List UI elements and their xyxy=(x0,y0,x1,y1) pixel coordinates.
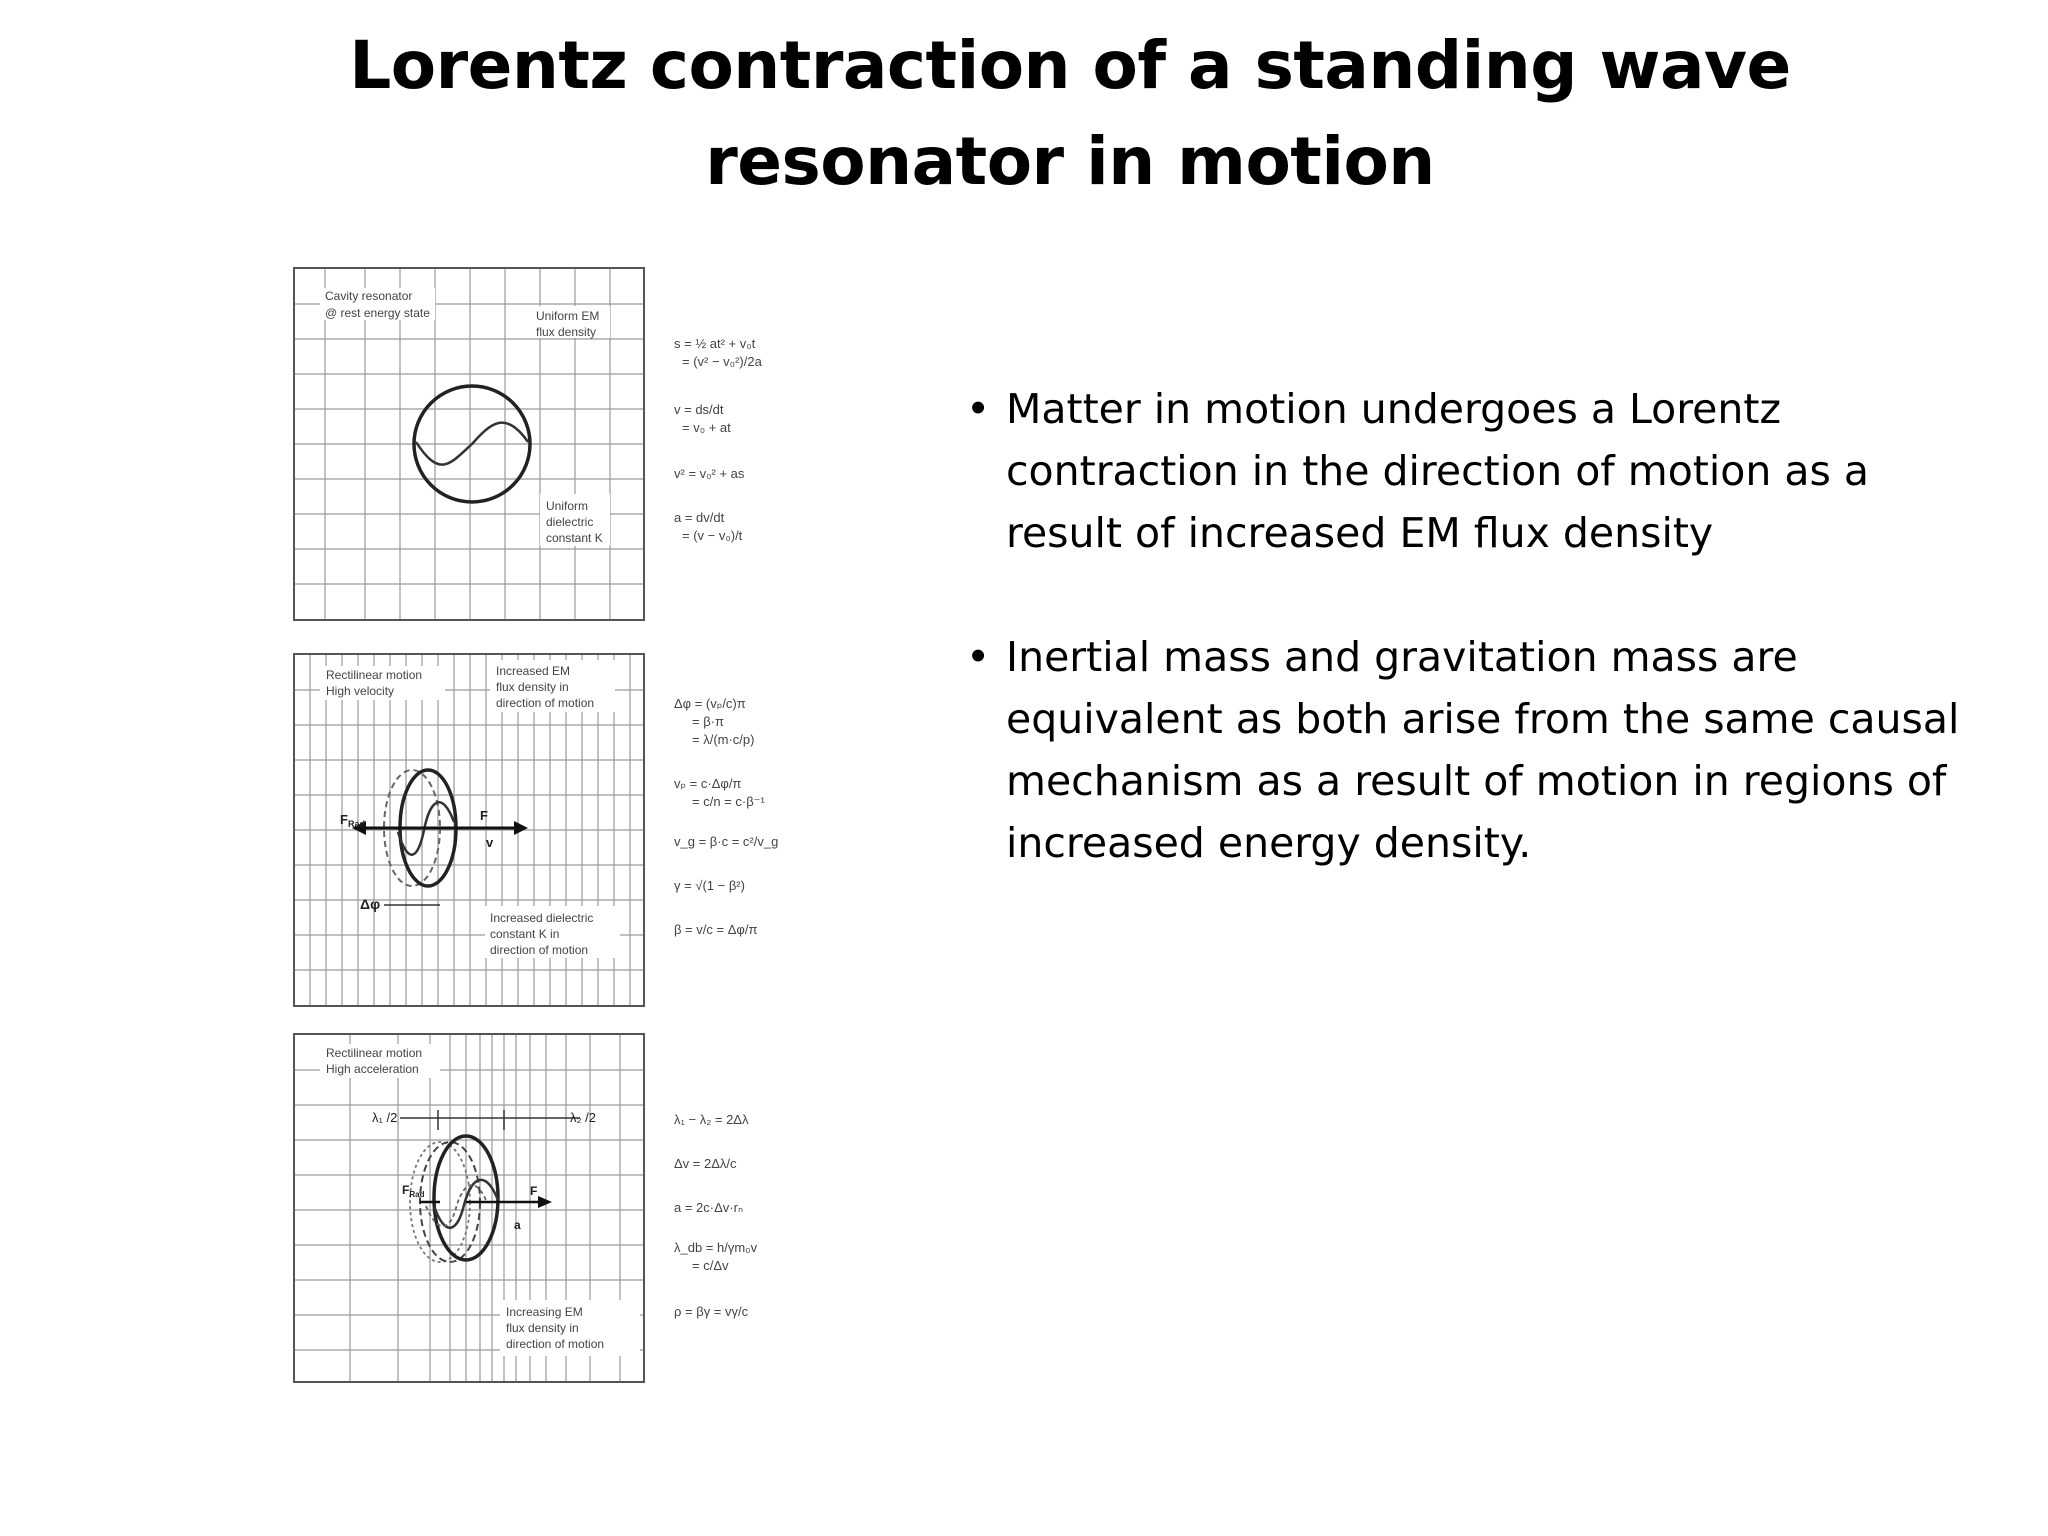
label-uniform-em: Uniform EM xyxy=(536,309,600,323)
svg-text:v² = v₀² + as: v² = v₀² + as xyxy=(674,466,745,481)
svg-text:= v₀ + at: = v₀ + at xyxy=(682,420,731,435)
svg-text:a = 2c·Δv·rₙ: a = 2c·Δv·rₙ xyxy=(674,1200,744,1215)
label-increased-em: Increased EM xyxy=(496,664,571,678)
svg-text:λ_db = h/γm₀v: λ_db = h/γm₀v xyxy=(674,1240,758,1255)
title-line-1: Lorentz contraction of a standing wave xyxy=(349,27,1791,104)
title-line-2: resonator in motion xyxy=(705,123,1435,200)
label-f: F xyxy=(530,1184,538,1198)
label-v: v xyxy=(486,835,494,850)
bullet-dot-icon: • xyxy=(966,385,991,433)
svg-text:γ = √(1 − β²): γ = √(1 − β²) xyxy=(674,878,745,893)
label-direction-of-motion: direction of motion xyxy=(496,696,595,710)
svg-text:vₚ = c·Δφ/π: vₚ = c·Δφ/π xyxy=(674,776,742,791)
label-delta-phi: Δφ xyxy=(360,896,381,912)
svg-text:v_g = β·c = c²/v_g: v_g = β·c = c²/v_g xyxy=(674,834,779,849)
label-a: a xyxy=(514,1218,521,1232)
equations-panel3 xyxy=(674,1112,758,1319)
svg-text:Δv = 2Δλ/c: Δv = 2Δλ/c xyxy=(674,1156,737,1171)
equations-panel2 xyxy=(674,696,778,937)
svg-text:Δφ = (vₚ/c)π: Δφ = (vₚ/c)π xyxy=(674,696,746,711)
label-f-rad: $F_{Rad}$ xyxy=(340,812,365,829)
label-constant-k-in: constant K in xyxy=(490,927,560,941)
label-lambda2: λ₂ /2 xyxy=(570,1110,596,1125)
svg-text:ρ = βγ = vγ/c: ρ = βγ = vγ/c xyxy=(674,1304,749,1319)
bullet-dot-icon: • xyxy=(966,633,991,681)
label-flux-density: flux density xyxy=(536,325,597,339)
svg-text:v = ds/dt: v = ds/dt xyxy=(674,402,724,417)
label-flux-density-in: flux density in xyxy=(506,1321,579,1335)
label-increased-dielectric: Increased dielectric xyxy=(490,911,594,925)
bullet-list xyxy=(960,378,1960,874)
svg-text:= β·π: = β·π xyxy=(692,714,724,729)
slide-title xyxy=(300,18,1840,210)
label-uniform: Uniform xyxy=(546,499,589,513)
label-direction-of-motion: direction of motion xyxy=(506,1337,605,1351)
svg-text:= (v − v₀)/t: = (v − v₀)/t xyxy=(682,528,743,543)
label-lambda1: λ₁ /2 xyxy=(372,1110,398,1125)
svg-text:= (v² − v₀²)/2a: = (v² − v₀²)/2a xyxy=(682,354,762,369)
panel-rest-resonator xyxy=(290,264,820,628)
panel-high-acceleration xyxy=(290,1030,820,1394)
label-dielectric: dielectric xyxy=(546,515,594,529)
svg-text:= c/Δv: = c/Δv xyxy=(692,1258,729,1273)
svg-text:λ₁ − λ₂ = 2Δλ: λ₁ − λ₂ = 2Δλ xyxy=(674,1112,749,1127)
label-flux-density-in: flux density in xyxy=(496,680,569,694)
label-high-velocity: High velocity xyxy=(326,684,395,698)
bullet-mass-equivalence: • Inertial mass and gravitation mass are equivalent as both arise from the same causal mechanism as a result of motion in regions of increased energy density. xyxy=(960,626,1960,874)
label-high-acceleration: High acceleration xyxy=(326,1062,419,1076)
svg-text:= c/n = c·β⁻¹: = c/n = c·β⁻¹ xyxy=(692,794,765,809)
svg-text:= λ/(m·c/p): = λ/(m·c/p) xyxy=(692,732,755,747)
svg-text:a = dv/dt: a = dv/dt xyxy=(674,510,725,525)
label-rectilinear-motion: Rectilinear motion xyxy=(326,668,423,682)
label-f: F xyxy=(480,808,488,823)
label-direction-of-motion-2: direction of motion xyxy=(490,943,589,957)
label-constant-k: constant K xyxy=(546,531,603,545)
label-rectilinear-motion: Rectilinear motion xyxy=(326,1046,423,1060)
equations-panel1 xyxy=(674,336,763,543)
bullet-lorentz-contraction: • Matter in motion undergoes a Lorentz contraction in the direction of motion as a result of increased EM flux density xyxy=(960,378,1960,564)
label-increasing-em: Increasing EM xyxy=(506,1305,583,1319)
svg-text:s = ½ at² + v₀t: s = ½ at² + v₀t xyxy=(674,336,756,351)
svg-text:β = v/c = Δφ/π: β = v/c = Δφ/π xyxy=(674,922,758,937)
panel-high-velocity xyxy=(290,650,820,1014)
label-f-rad: $F_{Rad}$ xyxy=(402,1183,425,1199)
label-cavity-resonator: Cavity resonator xyxy=(325,289,413,303)
label-rest-state: @ rest energy state xyxy=(325,306,430,320)
